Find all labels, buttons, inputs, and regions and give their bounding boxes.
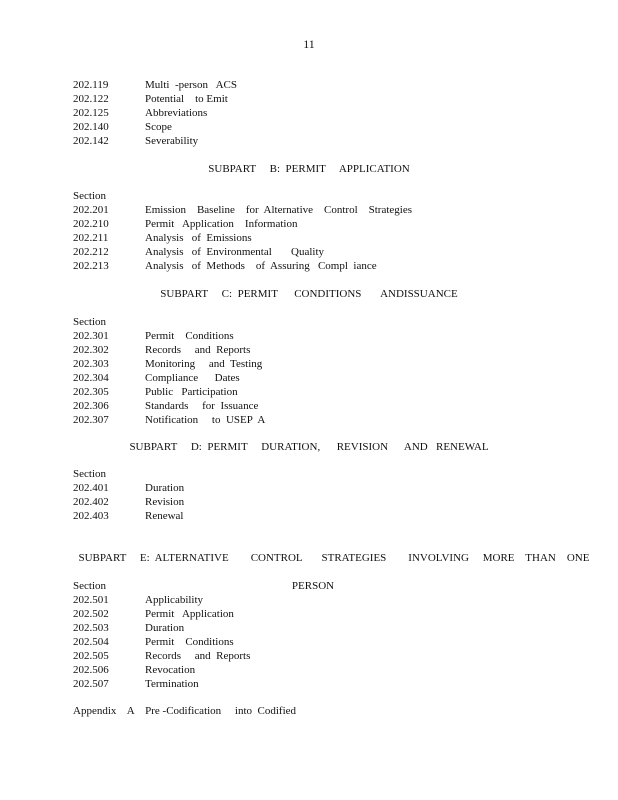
list-item bbox=[73, 385, 553, 399]
subpart-d-heading: SUBPART D: PERMIT DURATION, REVISION AND RENEWAL bbox=[129, 441, 489, 453]
list-item bbox=[73, 593, 553, 607]
section-number: 202.201 bbox=[73, 204, 109, 216]
list-item bbox=[73, 413, 553, 427]
section-number: 202.305 bbox=[73, 386, 109, 398]
section-title: Termination bbox=[145, 678, 199, 690]
list-item bbox=[73, 607, 553, 621]
section-number: 202.142 bbox=[73, 135, 109, 147]
section-number: 202.307 bbox=[73, 414, 109, 426]
section-number: 202.306 bbox=[73, 400, 109, 412]
subpart-b-heading: SUBPART B: PERMIT APPLICATION bbox=[208, 163, 410, 175]
section-number: 202.401 bbox=[73, 482, 109, 494]
section-title: Records and Reports bbox=[145, 344, 251, 356]
subpart-e-list bbox=[73, 579, 553, 691]
section-title: Multi -person ACS bbox=[145, 79, 237, 91]
section-title: Renewal bbox=[145, 510, 184, 522]
list-item bbox=[73, 663, 553, 677]
section-label: Section bbox=[73, 316, 106, 328]
list-item bbox=[73, 92, 553, 106]
list-item bbox=[73, 649, 553, 663]
section-title: Abbreviations bbox=[145, 107, 208, 119]
section-number: 202.212 bbox=[73, 246, 109, 258]
section-title: Permit Conditions bbox=[145, 636, 234, 648]
section-number: 202.505 bbox=[73, 650, 109, 662]
section-number: 202.125 bbox=[73, 107, 109, 119]
section-number: 202.501 bbox=[73, 594, 109, 606]
subpart-e-heading-line2: PERSON bbox=[291, 580, 335, 592]
section-number: 202.213 bbox=[73, 260, 109, 272]
section-number: 202.211 bbox=[73, 232, 109, 244]
list-item bbox=[73, 495, 553, 509]
section-title: Permit Application Information bbox=[145, 218, 298, 230]
section-title: Revocation bbox=[145, 664, 196, 676]
list-item bbox=[73, 343, 553, 357]
section-title: Analysis of Methods of Assuring Compl iance bbox=[145, 260, 377, 272]
section-number: 202.210 bbox=[73, 218, 109, 230]
list-item bbox=[73, 621, 553, 635]
section-number: 202.119 bbox=[73, 79, 109, 91]
list-item bbox=[73, 635, 553, 649]
list-item bbox=[73, 371, 553, 385]
section-title: Analysis of Emissions bbox=[145, 232, 252, 244]
section-title: Analysis of Environmental Quality bbox=[145, 246, 325, 258]
list-item bbox=[73, 231, 553, 245]
section-title: Emission Baseline for Alternative Control Strategies bbox=[145, 204, 413, 216]
section-title: Duration bbox=[145, 622, 185, 634]
section-number: 202.301 bbox=[73, 330, 109, 342]
section-number: 202.506 bbox=[73, 664, 109, 676]
section-number: 202.402 bbox=[73, 496, 109, 508]
section-title: Applicability bbox=[145, 594, 204, 606]
list-item bbox=[73, 259, 553, 273]
list-item bbox=[73, 203, 553, 217]
list-item bbox=[73, 509, 553, 523]
section-title: Severability bbox=[145, 135, 199, 147]
section-number: 202.503 bbox=[73, 622, 109, 634]
section-title: Revision bbox=[145, 496, 185, 508]
appendix-entry: Appendix A Pre -Codification into Codified bbox=[73, 705, 297, 717]
list-item bbox=[73, 245, 553, 259]
section-number: 202.302 bbox=[73, 344, 109, 356]
section-title: Notification to USEP A bbox=[145, 414, 266, 426]
section-title: Permit Application bbox=[145, 608, 234, 620]
intro-section-list bbox=[73, 78, 553, 148]
section-label: Section bbox=[73, 190, 106, 202]
section-number: 202.303 bbox=[73, 358, 109, 370]
section-number: 202.507 bbox=[73, 678, 109, 690]
list-item bbox=[73, 106, 553, 120]
section-title: Scope bbox=[145, 121, 172, 133]
section-title: Duration bbox=[145, 482, 185, 494]
subpart-b-list bbox=[73, 189, 553, 273]
list-item bbox=[73, 120, 553, 134]
section-number: 202.304 bbox=[73, 372, 109, 384]
section-title: Permit Conditions bbox=[145, 330, 234, 342]
section-title: Monitoring and Testing bbox=[145, 358, 263, 370]
section-label: Section bbox=[73, 468, 106, 480]
section-label: Section bbox=[73, 580, 106, 592]
section-number: 202.403 bbox=[73, 510, 109, 522]
section-number: 202.122 bbox=[73, 93, 109, 105]
list-item bbox=[73, 78, 553, 92]
section-title: Standards for Issuance bbox=[145, 400, 259, 412]
subpart-e-heading-line1: SUBPART E: ALTERNATIVE CONTROL STRATEGIES INVOLVING MORE THAN ONE bbox=[78, 552, 590, 564]
list-item bbox=[73, 357, 553, 371]
page-number: 11 bbox=[303, 37, 315, 51]
subpart-d-list bbox=[73, 467, 553, 523]
list-item bbox=[73, 677, 553, 691]
subpart-c-list bbox=[73, 315, 553, 427]
section-title: Compliance Dates bbox=[145, 372, 240, 384]
section-number: 202.504 bbox=[73, 636, 109, 648]
list-item bbox=[73, 399, 553, 413]
subpart-c-heading: SUBPART C: PERMIT CONDITIONS ANDISSUANCE bbox=[160, 288, 458, 300]
list-item bbox=[73, 217, 553, 231]
section-number: 202.502 bbox=[73, 608, 109, 620]
list-item bbox=[73, 134, 553, 148]
section-title: Public Participation bbox=[145, 386, 238, 398]
section-number: 202.140 bbox=[73, 121, 109, 133]
section-title: Records and Reports bbox=[145, 650, 251, 662]
section-title: Potential to Emit bbox=[145, 93, 228, 105]
list-item bbox=[73, 329, 553, 343]
list-item bbox=[73, 481, 553, 495]
